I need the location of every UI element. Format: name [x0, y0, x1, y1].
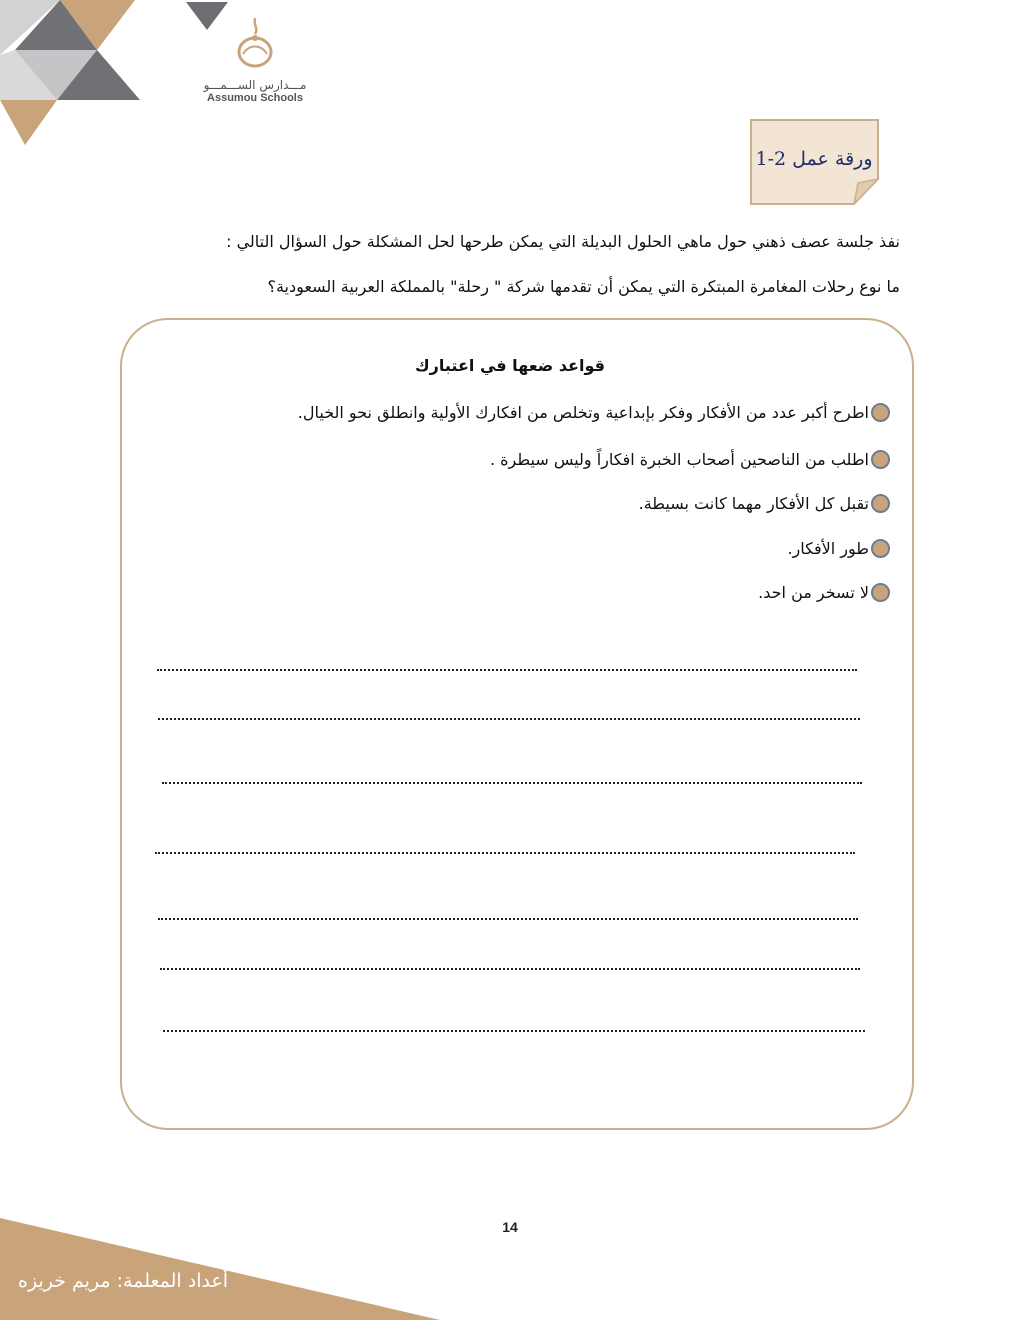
rule-text: طور الأفكار.	[787, 538, 869, 558]
rule-item	[298, 399, 890, 425]
instruction-text: نفذ جلسة عصف ذهني حول ماهي الحلول البديلة التي يمكن طرحها لحل المشكلة حول السؤال التالي :	[226, 232, 900, 251]
school-logo	[200, 14, 310, 104]
bullet-circle-icon	[871, 494, 890, 513]
worksheet-label: ورقة عمل 2-1	[755, 148, 873, 170]
rule-item	[639, 490, 890, 516]
question-text: ما نوع رحلات المغامرة المبتكرة التي يمكن أن تقدمها شركة " رحلة" بالمملكة العربية السعودية؟	[267, 277, 900, 296]
rule-item	[787, 535, 890, 561]
bullet-circle-icon	[871, 450, 890, 469]
rule-item	[758, 579, 890, 605]
prepared-by-text: أعداد المعلمة: مريم خريزه	[18, 1270, 229, 1292]
footer-banner	[0, 1210, 460, 1320]
rule-text: اطرح أكبر عدد من الأفكار وفكر بإبداعية وتخلص من افكارك الأولية وانطلق نحو الخيال.	[297, 402, 869, 422]
bullet-circle-icon	[871, 583, 890, 602]
answer-line[interactable]	[158, 918, 858, 920]
bullet-circle-icon	[871, 403, 890, 422]
answer-line[interactable]	[157, 669, 857, 671]
answer-line[interactable]	[155, 852, 855, 854]
logo-english-name: Assumou Schools	[207, 92, 303, 104]
rules-title: قواعد ضعها في اعتبارك	[415, 356, 605, 375]
answer-line[interactable]	[158, 718, 860, 720]
logo-arabic-name: مـــدارس الســـمـــو	[203, 78, 307, 92]
answer-line[interactable]	[163, 1030, 865, 1032]
rule-text: لا تسخر من احد.	[758, 582, 869, 602]
rule-text: تقبل كل الأفكار مهما كانت بسيطة.	[638, 493, 869, 513]
rules-answer-box	[120, 318, 914, 1130]
rule-text: اطلب من الناصحين أصحاب الخبرة افكاراً وليس سيطرة .	[489, 449, 869, 469]
page-number: 14	[502, 1219, 518, 1235]
logo-emblem-icon	[233, 14, 277, 72]
bullet-circle-icon	[871, 539, 890, 558]
rule-item	[490, 446, 890, 472]
answer-line[interactable]	[160, 968, 860, 970]
answer-line[interactable]	[162, 782, 862, 784]
